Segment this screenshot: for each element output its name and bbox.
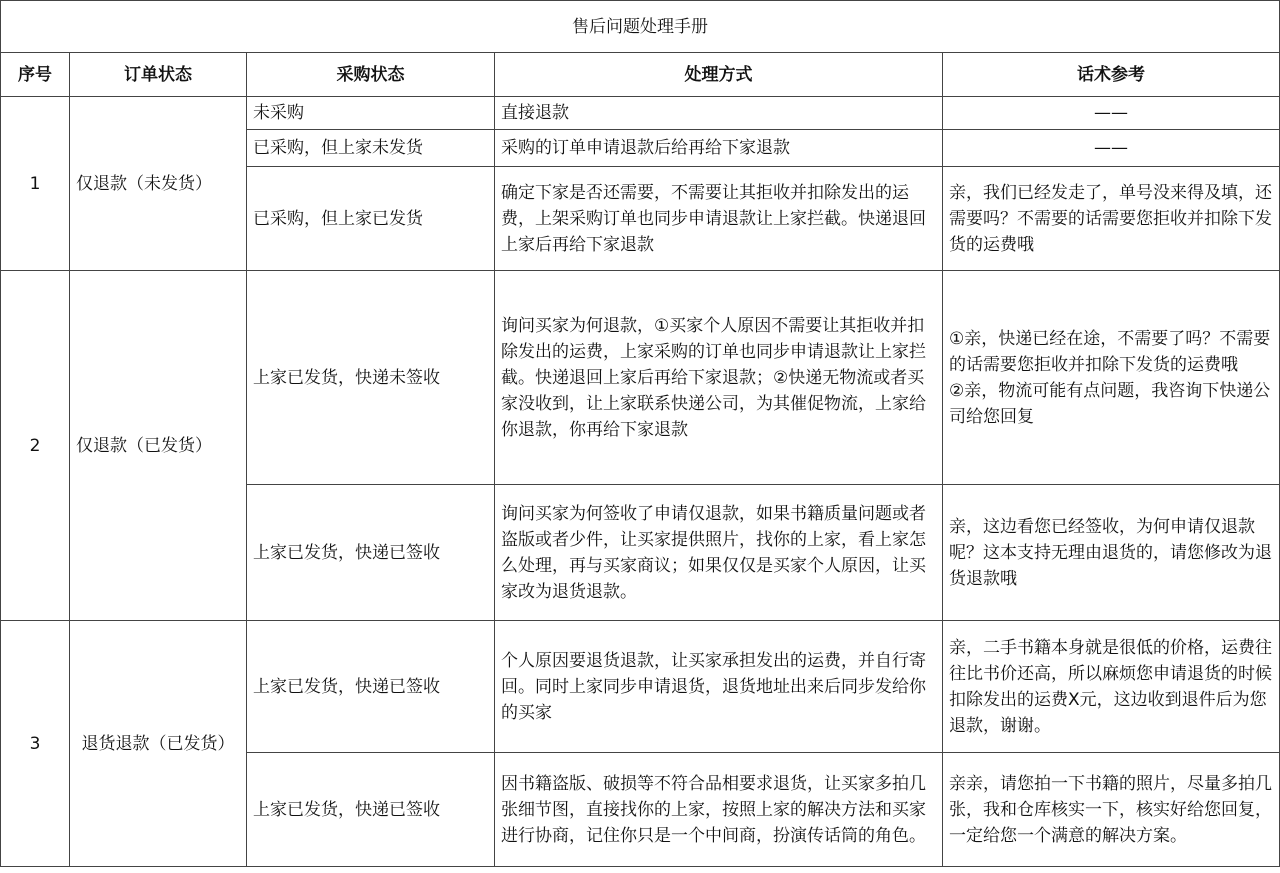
handling-cell: 采购的订单申请退款后给再给下家退款 (495, 130, 943, 167)
purchase-status-cell: 上家已发货，快递已签收 (247, 753, 495, 867)
script-cell: 亲，二手书籍本身就是很低的价格，运费往往比书价还高，所以麻烦您申请退货的时候扣除发出的运费X元，这边收到退件后为您退款，谢谢。 (943, 621, 1280, 753)
header-script: 话术参考 (943, 53, 1280, 97)
purchase-status-cell: 上家已发货，快递已签收 (247, 621, 495, 753)
table-row (1, 97, 1280, 130)
header-no: 序号 (1, 53, 70, 97)
script-cell: 亲亲，请您拍一下书籍的照片，尽量多拍几张，我和仓库核实一下，核实好给您回复，一定给您一个满意的解决方案。 (943, 753, 1280, 867)
handling-cell: 询问买家为何退款，①买家个人原因不需要让其拒收并扣除发出的运费，上家采购的订单也同步申请退款让上家拦截。快递退回上家后再给下家退款；②快递无物流或者买家没收到，让上家联系快递公司，为其催促物流，上家给你退款，你再给下家退款 (495, 271, 943, 485)
script-cell: 亲，我们已经发走了，单号没来得及填，还需要吗？不需要的话需要您拒收并扣除下发货的运费哦 (943, 167, 1280, 271)
order-status-cell: 仅退款（已发货） (70, 271, 247, 621)
purchase-status-cell: 已采购，但上家未发货 (247, 130, 495, 167)
table-row (1, 271, 1280, 485)
handling-cell: 确定下家是否还需要，不需要让其拒收并扣除发出的运费，上架采购订单也同步申请退款让上家拦截。快递退回上家后再给下家退款 (495, 167, 943, 271)
group-number: 2 (1, 271, 70, 621)
script-cell: —— (943, 130, 1280, 167)
order-status-cell: 退货退款（已发货） (70, 621, 247, 867)
purchase-status-cell: 上家已发货，快递已签收 (247, 485, 495, 621)
order-status-cell: 仅退款（未发货） (70, 97, 247, 271)
handling-cell: 直接退款 (495, 97, 943, 130)
script-cell: 亲，这边看您已经签收，为何申请仅退款呢？这本支持无理由退货的，请您修改为退货退款哦 (943, 485, 1280, 621)
table-title: 售后问题处理手册 (1, 1, 1280, 53)
header-purchase-status: 采购状态 (247, 53, 495, 97)
handling-cell: 询问买家为何签收了申请仅退款，如果书籍质量问题或者盗版或者少件，让买家提供照片，找你的上家，看上家怎么处理，再与买家商议；如果仅仅是买家个人原因，让买家改为退货退款。 (495, 485, 943, 621)
group-number: 3 (1, 621, 70, 867)
purchase-status-cell: 未采购 (247, 97, 495, 130)
purchase-status-cell: 已采购，但上家已发货 (247, 167, 495, 271)
group-number: 1 (1, 97, 70, 271)
script-cell: —— (943, 97, 1280, 130)
script-cell: ①亲，快递已经在途，不需要了吗？不需要的话需要您拒收并扣除下发货的运费哦 ②亲，物流可能有点问题，我咨询下快递公司给您回复 (943, 271, 1280, 485)
header-handling: 处理方式 (495, 53, 943, 97)
handling-cell: 因书籍盗版、破损等不符合品相要求退货，让买家多拍几张细节图，直接找你的上家，按照上家的解决方法和买家进行协商，记住你只是一个中间商，扮演传话筒的角色。 (495, 753, 943, 867)
purchase-status-cell: 上家已发货，快递未签收 (247, 271, 495, 485)
handling-cell: 个人原因要退货退款，让买家承担发出的运费，并自行寄回。同时上家同步申请退货，退货地址出来后同步发给你的买家 (495, 621, 943, 753)
table-row (1, 621, 1280, 753)
header-order-status: 订单状态 (70, 53, 247, 97)
